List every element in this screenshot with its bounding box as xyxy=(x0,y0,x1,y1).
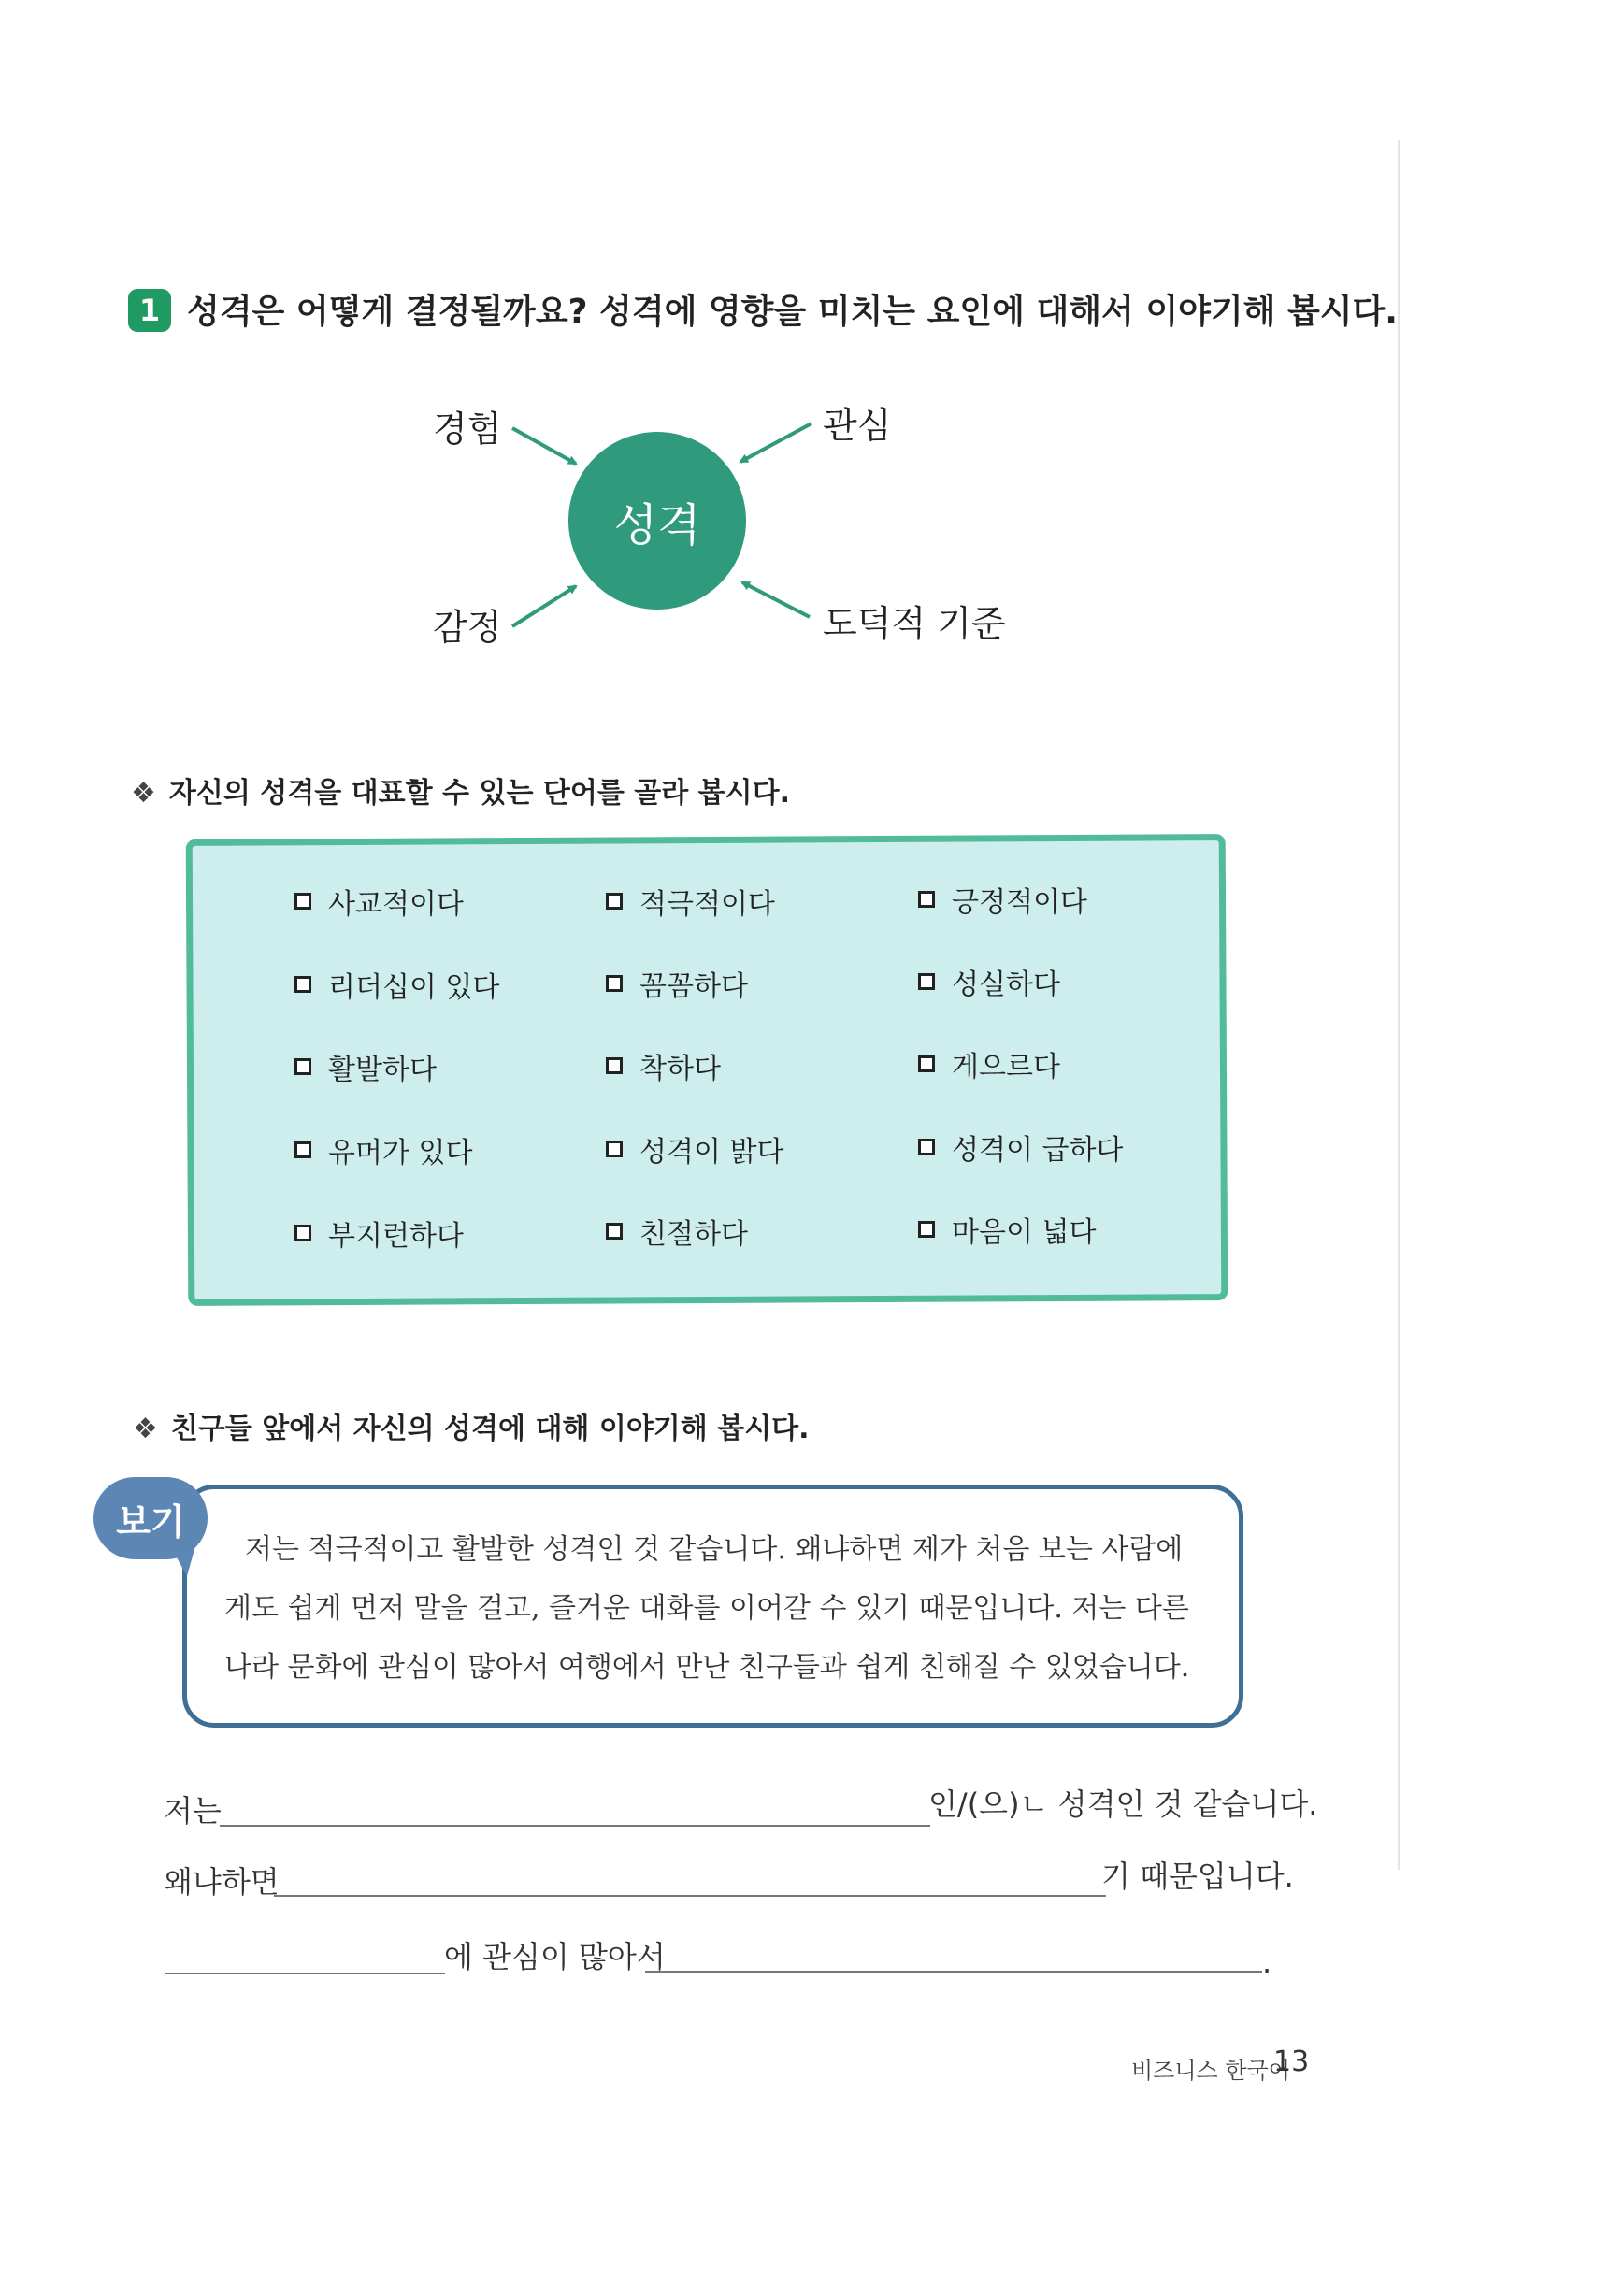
blank-reason-field[interactable] xyxy=(274,1895,1106,1897)
trait-option[interactable] xyxy=(294,1046,437,1087)
trait-label: 게으르다 xyxy=(952,1051,1060,1083)
trait-option[interactable] xyxy=(606,1045,721,1086)
checkbox[interactable] xyxy=(918,1055,935,1072)
trait-label: 꼼꼼하다 xyxy=(639,970,748,1003)
section-heading-text: 자신의 성격을 대표할 수 있는 단어를 골라 봅시다. xyxy=(168,777,791,810)
trait-option[interactable] xyxy=(294,1213,464,1254)
trait-label: 친절하다 xyxy=(639,1218,748,1251)
checkbox[interactable] xyxy=(606,1223,623,1240)
factor-experience: 경험 xyxy=(433,409,502,450)
checkbox[interactable] xyxy=(606,1141,623,1157)
checkbox[interactable] xyxy=(294,1141,311,1158)
trait-label: 적극적이다 xyxy=(639,888,775,921)
trait-option[interactable] xyxy=(606,1211,748,1252)
blank-result-field[interactable] xyxy=(645,1971,1262,1973)
example-line: 저는 적극적이고 활발한 성격인 것 같습니다. 왜냐하면 제가 처음 보는 사람에 xyxy=(245,1533,1184,1566)
trait-option[interactable] xyxy=(294,1129,472,1170)
trait-label: 리더십이 있다 xyxy=(328,971,500,1004)
arrow-top-left xyxy=(512,428,576,464)
checkbox[interactable] xyxy=(606,893,623,910)
trait-option[interactable] xyxy=(918,879,1087,920)
trait-option[interactable] xyxy=(918,1209,1096,1250)
trait-label: 성격이 밝다 xyxy=(639,1136,784,1169)
blank-interest-field[interactable] xyxy=(165,1973,445,1974)
blank-personality-field[interactable] xyxy=(220,1825,930,1827)
fill-line3-end: . xyxy=(1262,1944,1272,1980)
fill-line1-end: 인/(으)ㄴ 성격인 것 같습니다. xyxy=(928,1787,1318,1822)
diamond-bullet-icon: ❖ xyxy=(131,777,156,810)
page-number: 13 xyxy=(1273,2045,1310,2078)
trait-option[interactable] xyxy=(918,1126,1123,1168)
example-line: 나라 문화에 관심이 많아서 여행에서 만난 친구들과 쉽게 친해질 수 있었습니다. xyxy=(224,1651,1190,1684)
trait-option[interactable] xyxy=(918,1043,1060,1084)
trait-option[interactable] xyxy=(294,964,499,1005)
trait-option[interactable] xyxy=(918,961,1060,1002)
checkbox[interactable] xyxy=(294,1225,311,1241)
fill-line1-start: 저는 xyxy=(164,1793,222,1829)
section-heading-talk xyxy=(133,1405,810,1446)
trait-label: 착하다 xyxy=(639,1053,721,1085)
factor-moral-standard: 도덕적 기준 xyxy=(823,603,1006,644)
checkbox[interactable] xyxy=(294,1058,311,1075)
trait-label: 성실하다 xyxy=(952,969,1060,1001)
checkbox[interactable] xyxy=(294,893,311,910)
diamond-bullet-icon: ❖ xyxy=(133,1413,158,1445)
trait-label: 부지런하다 xyxy=(328,1220,464,1253)
trait-option[interactable] xyxy=(606,881,775,922)
section-heading-text: 친구들 앞에서 자신의 성격에 대해 이야기해 봅시다. xyxy=(170,1413,810,1445)
arrow-top-right xyxy=(740,423,812,462)
trait-label: 마음이 넓다 xyxy=(952,1216,1097,1249)
trait-option[interactable] xyxy=(606,1128,783,1170)
trait-label: 사교적이다 xyxy=(328,888,464,921)
checkbox[interactable] xyxy=(606,1057,623,1074)
checkbox[interactable] xyxy=(606,975,623,992)
example-badge: 보기 xyxy=(93,1477,208,1559)
example-line: 게도 쉽게 먼저 말을 걸고, 즐거운 대화를 이어갈 수 있기 때문입니다. 저는 다른 xyxy=(224,1592,1189,1625)
checkbox[interactable] xyxy=(918,1221,935,1238)
factor-interest: 관심 xyxy=(823,405,892,446)
checkbox[interactable] xyxy=(918,1139,935,1155)
fill-line2-end: 기 때문입니다. xyxy=(1101,1858,1294,1894)
question-number-badge: 1 xyxy=(128,289,171,332)
factor-emotion: 감정 xyxy=(433,607,502,648)
checkbox[interactable] xyxy=(294,976,311,993)
fill-line3-mid: 에 관심이 많아서 xyxy=(444,1939,666,1974)
footer-book-title: 비즈니스 한국어 xyxy=(1131,2058,1290,2084)
trait-label: 성격이 급하다 xyxy=(952,1134,1124,1167)
arrow-bottom-left xyxy=(512,586,576,626)
trait-label: 긍정적이다 xyxy=(952,886,1087,919)
trait-option[interactable] xyxy=(294,881,464,922)
checkbox[interactable] xyxy=(918,973,935,990)
trait-label: 유머가 있다 xyxy=(328,1137,473,1170)
diagram-center-personality: 성격 xyxy=(568,432,746,610)
trait-option[interactable] xyxy=(606,963,748,1004)
fill-line2-start: 왜냐하면 xyxy=(164,1864,280,1900)
trait-label: 활발하다 xyxy=(328,1054,437,1086)
section-heading-choose-words xyxy=(131,769,790,811)
checkbox[interactable] xyxy=(918,891,935,908)
arrow-bottom-right xyxy=(742,582,810,617)
question-text: 성격은 어떻게 결정될까요? 성격에 영향을 미치는 요인에 대해서 이야기해 봅시다. xyxy=(187,293,1398,331)
